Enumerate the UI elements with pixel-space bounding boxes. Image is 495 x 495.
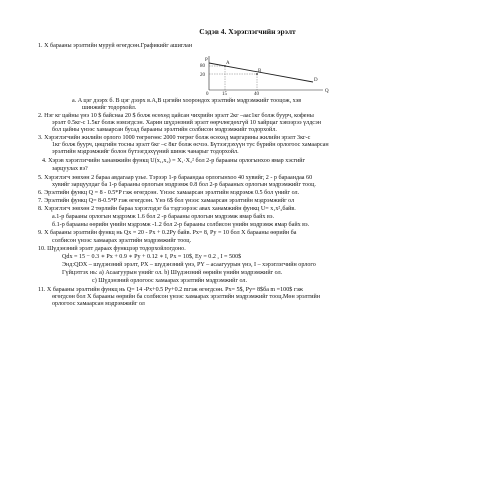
- curve-d-label: D: [314, 78, 318, 83]
- y-tick-20: 20: [200, 73, 205, 78]
- exercise-2-text-cont: эрэлт 0.5кг-с 1.5кг болж нэмэгдсэн. Харин шүдэнзний эрэлт өөрчлөгдөхгүй 10 хайрцаг хэвээрээ үлдсэн: [52, 120, 321, 126]
- x-axis-label: Q: [325, 89, 329, 94]
- exercise-7-text: 7. Эрэлтийн функц Q= 8-0.5*P гэж өгөгдсөн. Үнэ 6$ бол үнээс хамаарсан эрэлтийн мэдрэмжийг ол: [38, 198, 295, 204]
- page-title: Сэдэв 4. Хэрэглэгчийн эрэлт: [199, 27, 296, 36]
- y-axis-label: P: [205, 58, 208, 63]
- exercise-3-text-cont: 1кг болж буурч, цөцгийн тосны эрэлт 6кг –с 8кг болж өсчээ. Бүтээгдэхүүн тус бүрийн орлогоос хамаарсан: [52, 142, 329, 148]
- exercise-1-text-cont: шинжийг тодорхойл.: [82, 105, 137, 111]
- exercise-1-text: 1. X барааны эрэлтийн муруй өгөгдсөн.Графикийг ашиглан: [38, 43, 193, 49]
- point-a-label: A: [226, 61, 230, 66]
- exercise-2-text-cont: бол цайны үнээс хамаарсан бусад барааны эрэлтийн солбисон мэдрэмжийг тодорхойл.: [52, 127, 277, 133]
- exercise-10-formula: Qdx = 15 − 0.3 ∗ Px + 0.9 ∗ Py + 0.12 ∗ I, Px = 10$, Ey = 0.2 , I = 500$: [62, 254, 242, 260]
- exercise-8-text: 8. Хэрэглэгч зөвхөн 2 төрлийн бараа хэрэглэдэг ба тэдгээрээс авах ханамжийн функц U= x₁x²₂байв.: [38, 206, 296, 212]
- exercise-10-tasks: Гүйцэтгэх нь: а) Асаагуурын үнийг ол. b) Шүдэнзний өөрийн үнийн мэдрэмжийг ол.: [62, 270, 283, 276]
- demand-curve-graph: [195, 54, 335, 96]
- exercise-9-text-cont: солбисон үнээс хамаарах эрэлтийн мэдрэмжийг тооц.: [52, 238, 192, 244]
- exercise-5-text-cont: хувийг зарцуулдаг ба 1-р барааны орлогын мэдрэмж 0.8 бол 2-р барааных орлогын мэдрэмжийг тооц.: [52, 182, 316, 188]
- x-tick-40: 40: [254, 92, 259, 96]
- y-tick-80: 80: [200, 64, 205, 69]
- exercise-10-text: 10. Шүдэнзний эрэлт дараах функцээр тодорхойлогдоно.: [38, 246, 186, 252]
- exercise-4-text-cont: зарцуулах вэ?: [52, 166, 88, 172]
- exercise-10-legend: Энд:QDX – шүдэнзний эрэлт, PX – шүдэнзний үнэ, PY – асаагуурын үнэ, I – хэрэглэгчийн орлого: [62, 262, 316, 268]
- x-tick-0: 0: [206, 92, 209, 96]
- exercise-3-text: 3. Хэрэглэгчийн жилийн орлого 1000 төгрөгөөс 2000 төгрөг болж өсөхөд маргарины жилийн эрэлт 3кг-с: [38, 135, 311, 141]
- exercise-6-text: 6. Эрэлтийн функц Q = 8 - 0.5*P гэж өгөгдсөн. Үнээс хамаарсан эрэлтийн мэдрэмж 0.5 бол үнийг ол.: [38, 190, 300, 196]
- exercise-8-part-b: б.1-р барааны өөрийн үнийн мэдрэмж -1.2 бол 2-р барааны солбисон үнийн мэдрэмж ямар байх вэ.: [52, 222, 310, 228]
- exercise-1-options: а. A цэг дээрх б. B цэг дээрх в.A,B цэгийн хоорондох эрэлтийн мэдрэмжийг тооцож, хэв: [72, 98, 302, 104]
- point-b-label: B: [258, 69, 262, 74]
- exercise-4-text: 4. Хэрэв хэрэглэгчийн ханамжийн функц U(x₁,x₂) = X₁·X₂² бол 2-р барааны орлогынхоо ямар хэсгийг: [42, 158, 306, 164]
- exercise-10-task-c: c) Шүдэнзний орлогоос хамаарах эрэлтийн мэдрэмжийг ол.: [92, 278, 247, 284]
- exercise-11-text-cont: өгөгдсөн бол X барааны өөрийн ба солбисон үнээс хамаарах эрэлтийн мэдрэмжийг тооц.Мөн эрэлтийн: [52, 294, 321, 300]
- exercise-2-text: 2. Нэг кг цайны үнэ 10 $ байснаа 20 $ болж өсөхөд цайсан чихрийн эрэлт 2кг –аас1кг болж буурч, кофены: [38, 113, 314, 119]
- exercise-11-text-cont: орлогоос хамаарсан мэдрэмжийг ол: [52, 301, 145, 307]
- exercise-5-text: 5. Хэрэглэгч зөвхөн 2 бараа авдагаар үзье. Тэрээр 1-р бараандаа орлогынхоо 40 хувийг, 2 - р бараандаа 60: [38, 175, 313, 181]
- x-tick-15: 15: [222, 92, 227, 96]
- exercise-11-text: 11. X барааны эрэлтийн функц нь Q= 14 -Px+0.5 Py+0.2 mгэж өгөгдсөн. Px= 5$, Py= 8$ба m =100$ гэж: [38, 287, 303, 293]
- exercise-3-text-cont: эрэлтийн мэдрэмжийг болон бүтээгдэхүүний шинж чанарыг тодорхойл.: [52, 149, 239, 155]
- exercise-8-part-a: а.1-р барааны орлогын мэдрэмж 1.6 бол 2 -р барааны орлогын мэдрэмж ямар байх вэ.: [52, 214, 274, 220]
- exercise-9-text: 9. X барааны эрэлтийн функц нь Qx = 20 - Px + 0.2Py байв. Px= 8, Py = 10 бол X барааны өөрийн ба: [38, 230, 297, 236]
- exercise-1-chart: [195, 54, 335, 96]
